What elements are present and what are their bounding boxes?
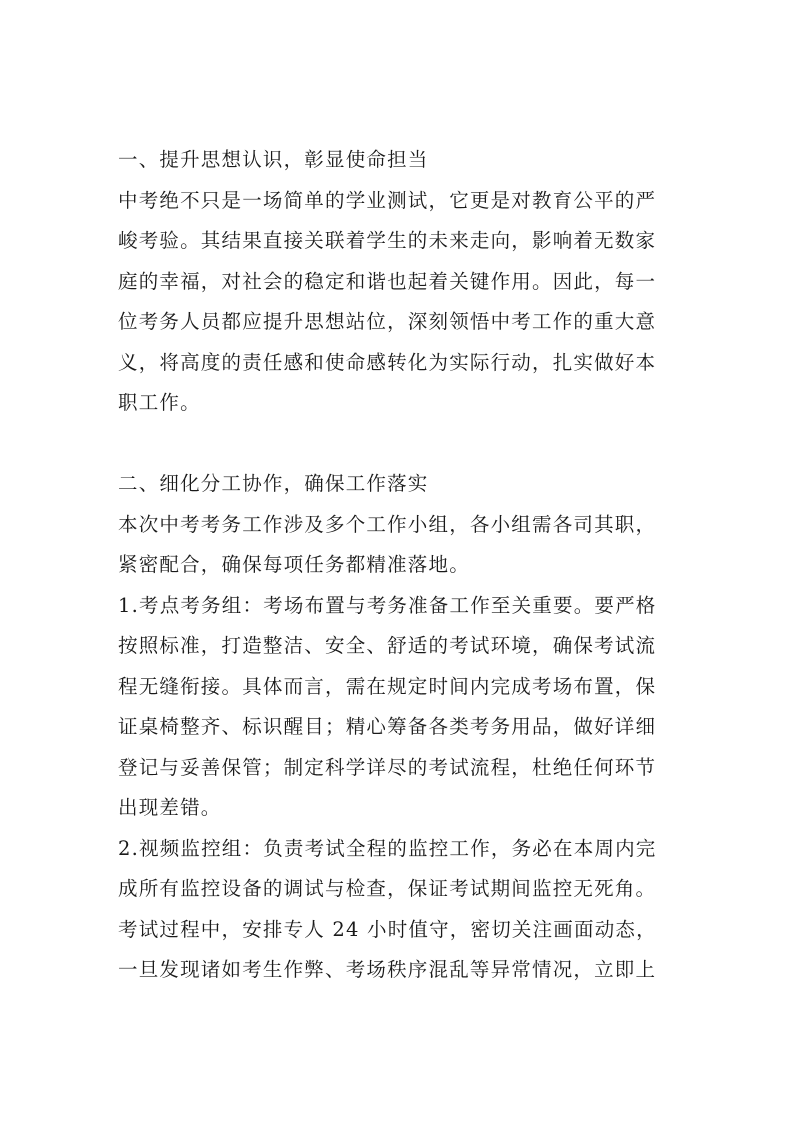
paragraph-spacer bbox=[118, 424, 683, 465]
item-1-line-6: 出现差错。 bbox=[118, 796, 222, 819]
item-2-line-3: 考试过程中，安排专人 24 小时值守，密切关注画面动态， bbox=[118, 917, 657, 941]
item-2-line-4: 一旦发现诸如考生作弊、考场秩序混乱等异常情况，立即上 bbox=[118, 958, 657, 981]
section-1-line-4: 位考务人员都应提升思想站位，深刻领悟中考工作的重大意 bbox=[118, 310, 657, 333]
item-1-line-1: 1.考点考务组：考场布置与考务准备工作至关重要。要严格 bbox=[118, 593, 657, 617]
item-1-line-5: 登记与妥善保管；制定科学详尽的考试流程，杜绝任何环节 bbox=[118, 755, 657, 779]
section-1-line-2: 峻考验。其结果直接关联着学生的未来走向，影响着无数家 bbox=[118, 229, 657, 252]
item-1-line-2: 按照标准，打造整洁、安全、舒适的考试环境，确保考试流 bbox=[118, 634, 657, 657]
section-1-heading: 一、提升思想认识，彰显使命担当 bbox=[118, 148, 429, 171]
item-2-line-2: 成所有监控设备的调试与检查，保证考试期间监控无死角。 bbox=[118, 877, 657, 900]
section-1-line-5: 义，将高度的责任感和使命感转化为实际行动，扎实做好本 bbox=[118, 350, 657, 374]
section-2-intro-line-2: 紧密配合，确保每项任务都精准落地。 bbox=[118, 553, 470, 576]
section-1-line-3: 庭的幸福，对社会的稳定和谐也起着关键作用。因此，每一 bbox=[118, 269, 657, 293]
section-2-intro-line-1: 本次中考考务工作涉及多个工作小组，各小组需各司其职， bbox=[118, 512, 657, 536]
section-1-line-6: 职工作。 bbox=[118, 391, 201, 414]
item-2-line-1: 2.视频监控组：负责考试全程的监控工作，务必在本周内完 bbox=[118, 836, 657, 860]
section-1-line-1: 中考绝不只是一场简单的学业测试，它更是对教育公平的严 bbox=[118, 188, 657, 212]
section-2-heading: 二、细化分工协作，确保工作落实 bbox=[118, 472, 429, 495]
item-1-line-3: 程无缝衔接。具体而言，需在规定时间内完成考场布置，保 bbox=[118, 674, 657, 698]
item-1-line-4: 证桌椅整齐、标识醒目；精心筹备各类考务用品，做好详细 bbox=[118, 715, 657, 738]
